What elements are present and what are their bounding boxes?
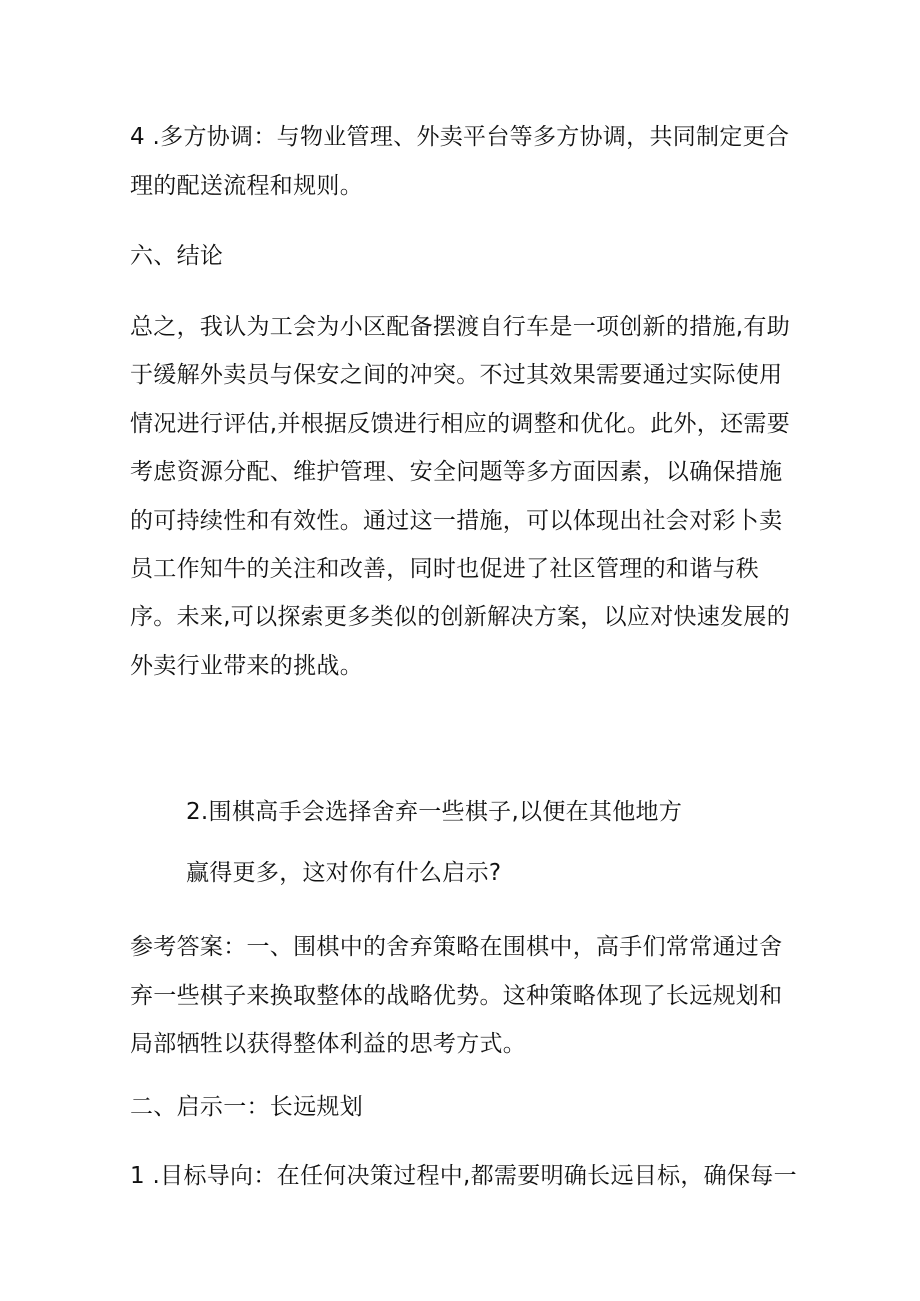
text-line: 1 .目标导向：在任何决策过程中,都需要明确长远目标，确保每一 <box>130 1163 797 1189</box>
question-line: 2.围棋高手会选择舍弃一些棋子,以便在其他地方 <box>186 799 683 825</box>
text-line: 于缓解外卖员与保安之间的冲突。不过其效果需要通过实际使用 <box>130 362 783 388</box>
text-line: 考虑资源分配、维护管理、安全问题等多方面因素，以确保措施 <box>130 459 783 485</box>
text-line: 总之，我认为工会为小区配备摆渡自行车是一项创新的措施,有助 <box>130 314 791 340</box>
text-line: 理的配送流程和规则。 <box>130 173 363 199</box>
text-line: 参考答案：一、围棋中的舍弃策略在围棋中，高手们常常通过舍 <box>130 934 783 960</box>
section-heading: 二、启示一：长远规划 <box>130 1094 363 1120</box>
text-line: 序。未来,可以探索更多类似的创新解决方案，以应对快速发展的 <box>130 604 791 630</box>
text-line: 的可持续性和有效性。通过这一措施，可以体现出社会对彩卜卖 <box>130 508 783 534</box>
text-line: 员工作知牛的关注和改善，同时也促进了社区管理的和谐与秩 <box>130 556 760 582</box>
text-line: 情况进行评估,并根据反馈进行相应的调整和优化。此外，还需要 <box>130 411 791 437</box>
text-line: 外卖行业带来的挑战。 <box>130 653 363 679</box>
question-line: 赢得更多，这对你有什么启示? <box>186 860 502 886</box>
text-line: 4 .多方协调：与物业管理、外卖平台等多方协调，共同制定更合 <box>130 124 790 150</box>
text-line: 弃一些棋子来换取整体的战略优势。这种策略体现了长远规划和 <box>130 983 783 1009</box>
section-heading: 六、结论 <box>130 243 224 269</box>
text-line: 局部牺牲以获得整体利益的思考方式。 <box>130 1031 527 1057</box>
